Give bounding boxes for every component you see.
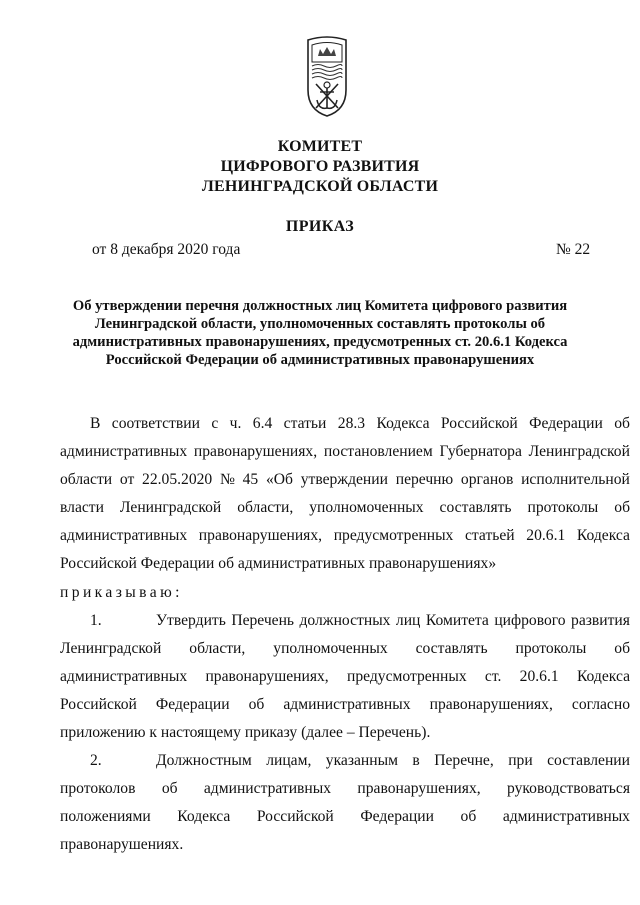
word: правонарушениях,: [205, 667, 329, 685]
item-number: 1.: [90, 611, 102, 629]
word: административных: [60, 443, 188, 461]
word: Российской: [256, 808, 334, 826]
org-line: ЛЕНИНГРАДСКОЙ ОБЛАСТИ: [201, 178, 439, 195]
word: в: [412, 752, 420, 770]
preamble-line: [60, 410, 630, 438]
item-line: [60, 747, 630, 775]
word: предусмотренных: [346, 667, 467, 685]
word: лицам,: [266, 752, 312, 770]
word: исполнительной: [521, 471, 630, 489]
word: административных: [60, 527, 188, 545]
word: Комитета: [425, 611, 489, 629]
word: Федерации: [529, 415, 603, 432]
org-line: ЦИФРОВОГО РАЗВИТИЯ: [220, 158, 420, 175]
word: статьей: [465, 527, 515, 545]
word: об: [460, 808, 477, 826]
order-date: от 8 декабря 2020 года: [92, 241, 241, 258]
word: правонарушениях.: [60, 836, 184, 854]
item-line: [60, 635, 630, 663]
word: приложению к настоящему приказу (далее – Перечень).: [60, 724, 431, 742]
word: Должностным: [156, 752, 252, 770]
word: области,: [237, 499, 294, 517]
word: области: [60, 471, 113, 489]
word: руководствоваться: [507, 780, 630, 798]
word: №: [219, 471, 235, 489]
word: Кодекса: [576, 667, 630, 685]
word: Федерации: [155, 695, 230, 713]
word: 6.4: [252, 415, 273, 432]
subject-line: Ленинградской области, уполномоченных составлять протоколы об: [94, 316, 546, 332]
word: области,: [189, 639, 246, 657]
word: предусмотренных: [333, 527, 454, 545]
item-line: [60, 607, 630, 635]
word: Перечне,: [434, 752, 494, 770]
word: Кодекса: [576, 527, 630, 545]
item-line: [60, 663, 630, 691]
word: с: [211, 415, 219, 432]
word: административных: [283, 695, 411, 713]
subject-line: Об утверждении перечня должностных лиц Комитета цифрового развития: [72, 298, 568, 314]
word: Кодекса: [376, 415, 430, 432]
word: перечню: [395, 471, 454, 489]
word: развития: [571, 611, 630, 629]
subject-line: Российской Федерации об административных правонарушениях: [105, 352, 535, 368]
word: Российской: [60, 695, 137, 713]
word: Российской: [440, 415, 518, 432]
word: ч.: [229, 415, 242, 432]
org-line: КОМИТЕТ: [277, 138, 363, 155]
preamble-line: [60, 522, 630, 550]
item-number: 2.: [90, 752, 102, 770]
word: положениями: [60, 808, 151, 826]
item-line: [60, 719, 630, 747]
word: об: [614, 639, 630, 657]
preamble-line: [60, 494, 630, 522]
word: соответствии: [111, 415, 200, 432]
item-line: [60, 831, 630, 859]
word: 22.05.2020: [142, 471, 213, 489]
word: протоколов: [60, 780, 136, 798]
subject-line: административных правонарушениях, предусмотренных ст. 20.6.1 Кодекса: [72, 334, 568, 350]
word: органов: [460, 471, 514, 489]
word: Ленинградской: [60, 639, 162, 657]
word: административных: [502, 808, 630, 826]
word: составлять: [415, 639, 488, 657]
word: составлять: [439, 499, 512, 517]
word: Перечень: [231, 611, 295, 629]
word: В: [90, 415, 101, 432]
word: лиц: [395, 611, 421, 629]
word: об: [161, 780, 178, 798]
item-first-line: [156, 747, 630, 775]
word: от: [119, 471, 135, 489]
word: Российской Федерации об административных правонарушениях»: [60, 555, 497, 573]
item-first-line: [156, 607, 630, 635]
word: протоколы: [515, 639, 587, 657]
word: статьи: [283, 415, 327, 432]
word: Губернатора: [439, 443, 522, 461]
word: указанным: [325, 752, 398, 770]
word: ст.: [484, 667, 502, 685]
word: постановлением: [323, 443, 433, 461]
word: Федерации: [360, 808, 434, 826]
word: Утвердить: [156, 611, 226, 629]
word: 45: [242, 471, 259, 489]
word: 20.6.1: [526, 527, 566, 545]
word: «Об: [265, 471, 293, 489]
organization-name: [0, 137, 640, 197]
word: административных: [60, 667, 188, 685]
word: об: [614, 499, 630, 517]
word: согласно: [571, 695, 630, 713]
item-line: [60, 775, 630, 803]
word: правонарушениях,: [357, 780, 481, 798]
word: об: [614, 415, 630, 432]
preamble-line: [60, 466, 630, 494]
word: цифрового: [494, 611, 566, 629]
word: 28.3: [337, 415, 366, 432]
word: уполномоченных: [309, 499, 424, 517]
word: власти: [60, 499, 104, 517]
order-number: № 22: [556, 241, 591, 258]
word: правонарушениях,: [198, 527, 323, 545]
word: правонарушениях,: [429, 695, 553, 713]
word: правонарушениях,: [193, 443, 318, 461]
preamble-line: [60, 550, 630, 578]
order-word: приказываю:: [60, 583, 183, 601]
word: составлении: [547, 752, 630, 770]
order-body: [60, 410, 630, 860]
word: уполномоченных: [273, 639, 388, 657]
word: административных: [203, 780, 332, 798]
word: Ленинградской: [119, 499, 222, 517]
word: при: [508, 752, 533, 770]
word: должностных: [299, 611, 391, 629]
word: Кодекса: [177, 808, 231, 826]
word: утверждении: [300, 471, 388, 489]
word: об: [248, 695, 265, 713]
item-line: [60, 803, 630, 831]
order-subject: [60, 297, 580, 369]
word: протоколы: [527, 499, 599, 517]
coat-of-arms-emblem: [304, 36, 350, 120]
document-type: ПРИКАЗ: [285, 218, 355, 235]
item-line: [60, 691, 630, 719]
word: Ленинградской: [528, 443, 630, 461]
preamble-line: [60, 438, 630, 466]
word: 20.6.1: [519, 667, 559, 685]
